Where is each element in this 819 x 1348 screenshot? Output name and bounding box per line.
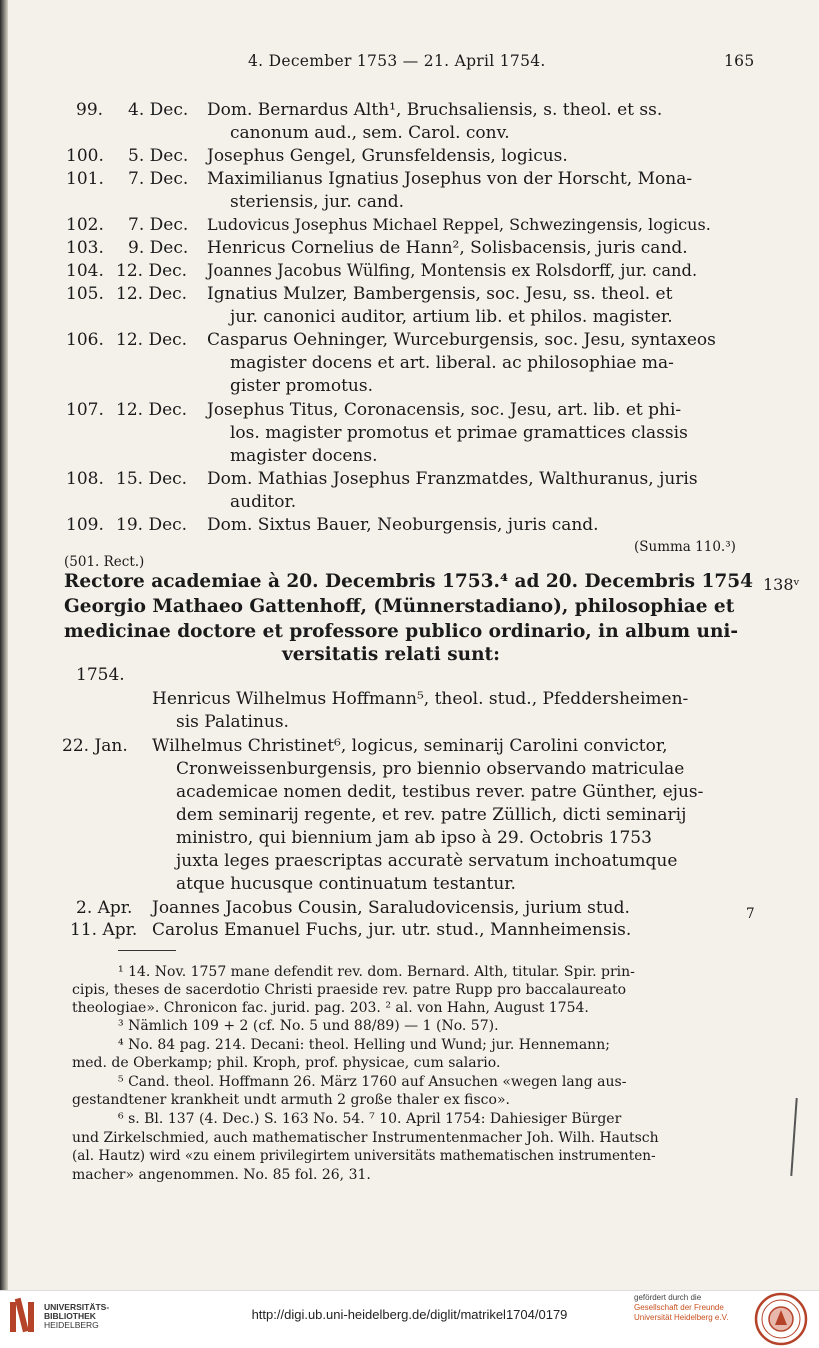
summa-total: (Summa 110.³): [634, 539, 736, 555]
footnote-line: theologiae». Chronicon fac. jurid. pag. 203. ² al. von Hahn, August 1754.: [72, 1000, 589, 1016]
running-header: [0, 52, 819, 72]
rector-heading-line: medicinae doctore et professore publico ordinario, in album uni-: [64, 621, 739, 642]
footnote-line: ⁴ No. 84 pag. 214. Decani: theol. Helling und Wund; jur. Hennemann;: [118, 1037, 610, 1053]
sponsor-line: Gesellschaft der Freunde: [634, 1303, 724, 1312]
entry-date: 11. Apr.: [70, 920, 138, 940]
footnote-line: ⁵ Cand. theol. Hoffmann 26. März 1760 auf Ansuchen «wegen lang aus-: [118, 1074, 627, 1090]
entry-text: Cronweissenburgensis, pro biennio observando matriculae: [176, 759, 685, 779]
entry-text: academicae nomen dedit, testibus rever. patre Günther, ejus-: [176, 782, 704, 802]
footnote-line: macher» angenommen. No. 85 fol. 26, 31.: [72, 1167, 371, 1183]
footnote-line: gestandtener krankheit undt armuth 2 große thaler ex fisco».: [72, 1092, 510, 1108]
entry-text: magister docens et art. liberal. ac philosophiae ma-: [230, 353, 674, 373]
entry-number: 99.: [76, 100, 104, 120]
entry-text: sis Palatinus.: [176, 712, 289, 732]
rector-number: (501. Rect.): [64, 554, 145, 570]
margin-folio: 138ᵛ: [763, 575, 800, 594]
note-mark: 7: [746, 906, 755, 922]
library-name-line: BIBLIOTHEK: [44, 1311, 96, 1321]
entry-text: Casparus Oehninger, Wurceburgensis, soc. Jesu, syntaxeos: [207, 330, 716, 350]
footnote-line: cipis, theses de sacerdotio Christi praeside rev. patre Rupp pro baccalaureato: [72, 982, 627, 998]
entry-text: los. magister promotus et primae gramattices classis: [230, 423, 688, 443]
entry-date: 15. Dec.: [116, 469, 188, 489]
footnote-line: (al. Hautz) wird «zu einem privilegirtem universitäts mathematischen instrumenten-: [72, 1148, 656, 1164]
entry-text: atque hucusque continuatum testantur.: [176, 874, 516, 894]
rector-heading-line: Georgio Mathaeo Gattenhoff, (Münnerstadiano), philosophiae et: [64, 596, 735, 617]
entry-text: Ignatius Mulzer, Bambergensis, soc. Jesu, ss. theol. et: [207, 284, 673, 304]
entry-text: jur. canonici auditor, artium lib. et philos. magister.: [230, 307, 673, 327]
sponsor-line: gefördert durch die: [634, 1293, 702, 1302]
entry-text: Ludovicus Josephus Michael Reppel, Schwezingensis, logicus.: [207, 215, 711, 234]
sponsor-credit[interactable]: [634, 1293, 728, 1323]
entry-date: 12. Dec.: [116, 330, 188, 350]
permalink-url[interactable]: http://digi.ub.uni-heidelberg.de/diglit/matrikel1704/0179: [251, 1307, 568, 1322]
sponsor-line: Universität Heidelberg e.V.: [634, 1313, 729, 1322]
entry-number: 106.: [66, 330, 104, 350]
entry-text: Dom. Sixtus Bauer, Neoburgensis, juris cand.: [207, 515, 599, 535]
entry-text: Carolus Emanuel Fuchs, jur. utr. stud., Mannheimensis.: [152, 920, 632, 940]
entry-text: auditor.: [230, 492, 297, 512]
rector-heading-line: versitatis relati sunt:: [282, 644, 500, 665]
entry-text: Dom. Bernardus Alth¹, Bruchsaliensis, s. theol. et ss.: [207, 100, 663, 120]
entry-number: 103.: [66, 238, 104, 258]
entry-date: 12. Dec.: [116, 261, 188, 281]
year-label: 1754.: [76, 665, 125, 685]
entry-date: 19. Dec.: [116, 515, 188, 535]
entry-date: 22. Jan.: [62, 736, 128, 756]
entry-date: 2. Apr.: [76, 898, 133, 918]
entry-text: dem seminarij regente, et rev. patre Züllich, dicti seminarij: [176, 805, 687, 825]
library-name-line: HEIDELBERG: [44, 1320, 99, 1330]
entry-text: magister docens.: [230, 446, 378, 466]
entry-number: 109.: [66, 515, 104, 535]
entry-text: gister promotus.: [230, 376, 373, 396]
entry-date: 5. Dec.: [128, 146, 189, 166]
entry-text: canonum aud., sem. Carol. conv.: [230, 123, 510, 143]
entry-date: 7. Dec.: [128, 169, 189, 189]
entry-text: Joannes Jacobus Cousin, Saraludovicensis, jurium stud.: [152, 898, 630, 918]
footnote-line: med. de Oberkamp; phil. Kroph, prof. physicae, cum salario.: [72, 1055, 501, 1071]
entry-text: Dom. Mathias Josephus Franzmatdes, Walthuranus, juris: [207, 469, 698, 489]
entry-text: Joannes Jacobus Wülfing, Montensis ex Rolsdorff, jur. cand.: [207, 261, 698, 280]
rector-heading-line: Rectore academiae à 20. Decembris 1753.⁴ ad 20. Decembris 1754: [64, 571, 753, 592]
entry-text: Wilhelmus Christinet⁶, logicus, seminarij Carolini convictor,: [152, 736, 668, 756]
entry-number: 102.: [66, 215, 104, 235]
footnote-line: und Zirkelschmied, auch mathematischer Instrumentenmacher Joh. Wilh. Hautsch: [72, 1130, 659, 1146]
entry-number: 100.: [66, 146, 104, 166]
entry-text: Henricus Wilhelmus Hoffmann⁵, theol. stud., Pfeddersheimen-: [152, 689, 689, 709]
entry-text: steriensis, jur. cand.: [230, 192, 405, 212]
footnote-line: ⁶ s. Bl. 137 (4. Dec.) S. 163 No. 54. ⁷ 10. April 1754: Dahiesiger Bürger: [118, 1111, 622, 1127]
entry-number: 108.: [66, 469, 104, 489]
running-title: 4. December 1753 — 21. April 1754.: [248, 52, 546, 70]
entry-date: 9. Dec.: [128, 238, 189, 258]
entry-date: 12. Dec.: [116, 284, 188, 304]
footnote-separator: [118, 950, 176, 951]
footnote-line: ³ Nämlich 109 + 2 (cf. No. 5 und 88/89) — 1 (No. 57).: [118, 1018, 499, 1034]
entry-text: Maximilianus Ignatius Josephus von der Horscht, Mona-: [207, 169, 693, 189]
library-name-line: UNIVERSITÄTS-: [44, 1302, 110, 1312]
university-seal-icon[interactable]: [754, 1292, 808, 1346]
entry-text: juxta leges praescriptas accuratè servatum inchoatumque: [176, 851, 678, 871]
entry-date: 7. Dec.: [128, 215, 189, 235]
entry-text: Henricus Cornelius de Hann², Solisbacensis, juris cand.: [207, 238, 688, 258]
entry-date: 4. Dec.: [128, 100, 189, 120]
footnote-line: ¹ 14. Nov. 1757 mane defendit rev. dom. Bernard. Alth, titular. Spir. prin-: [118, 964, 635, 980]
entry-number: 107.: [66, 400, 104, 420]
entry-number: 104.: [66, 261, 104, 281]
entry-number: 101.: [66, 169, 104, 189]
entry-text: Josephus Gengel, Grunsfeldensis, logicus.: [207, 146, 568, 166]
entry-text: ministro, qui biennium jam ab ipso à 29. Octobris 1753: [176, 828, 652, 848]
entry-date: 12. Dec.: [116, 400, 188, 420]
margin-stroke: [790, 1098, 797, 1176]
entry-number: 105.: [66, 284, 104, 304]
page-number: 165: [724, 52, 755, 70]
entry-text: Josephus Titus, Coronacensis, soc. Jesu, art. lib. et phi-: [207, 400, 682, 420]
